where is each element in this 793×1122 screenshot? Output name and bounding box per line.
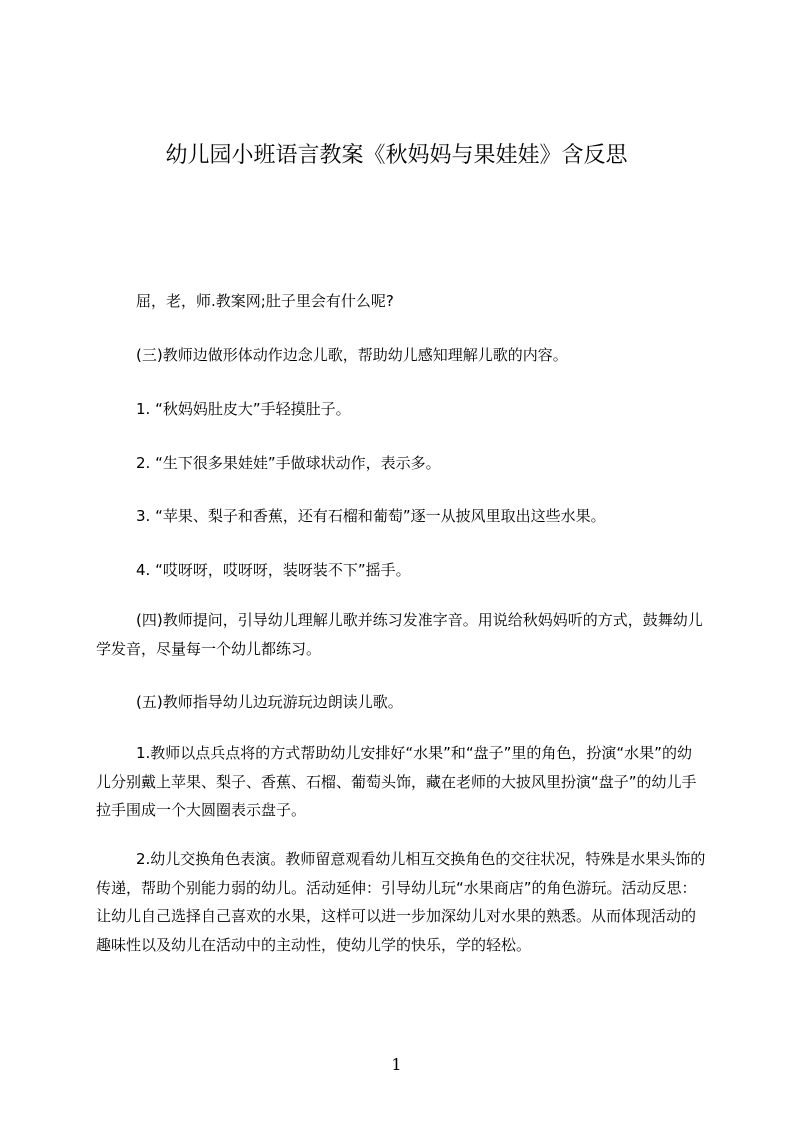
paragraph-10-text: 2.幼儿交换角色表演。教师留意观看幼儿相互交换角色的交往状况，特殊是水果头饰的传递，帮助个别能力弱的幼儿。活动延伸：引导幼儿玩“水果商店”的角色游玩。活动反思：让幼儿自己选择自己喜欢的水果，这样可以进一步加深幼儿对水果的熟悉。从而体现活动的趣味性以及幼儿在活动中的主动性，使幼儿学的快乐，学的轻松。 [96,850,706,954]
paragraph-4: 2. “生下很多果娃娃”手做球状动作，表示多。 [136,454,441,472]
paragraph-5: 3. “苹果、梨子和香蕉，还有石榴和葡萄”逐一从披风里取出这些水果。 [136,507,606,525]
page-title: 幼儿园小班语言教案《秋妈妈与果娃娃》含反思 [165,143,628,168]
paragraph-2: (三)教师边做形体动作边念儿歌，帮助幼儿感知理解儿歌的内容。 [136,346,568,364]
paragraph-6: 4. “哎呀呀，哎呀呀，装呀装不下”摇手。 [136,561,411,579]
paragraph-9 [96,739,706,825]
paragraph-3: 1. “秋妈妈肚皮大”手轻摸肚子。 [136,400,351,418]
paragraph-1: 屈，老，师.教案网;肚子里会有什么呢? [136,292,394,310]
paragraph-9-text: 1.教师以点兵点将的方式帮助幼儿安排好“水果”和“盘子”里的角色，扮演“水果”的幼儿分别戴上苹果、梨子、香蕉、石榴、葡萄头饰，藏在老师的大披风里扮演“盘子”的幼儿手拉手围成一个大圆圈表示盘子。 [96,744,697,819]
paragraph-7-text: (四)教师提问，引导幼儿理解儿歌并练习发准字音。用说给秋妈妈听的方式，鼓舞幼儿学发音，尽量每一个幼儿都练习。 [96,611,703,658]
paragraph-10 [96,845,706,959]
paragraph-8: (五)教师指导幼儿边玩游玩边朗读儿歌。 [136,693,403,711]
page-number: 1 [391,1055,402,1074]
paragraph-7 [96,606,706,663]
